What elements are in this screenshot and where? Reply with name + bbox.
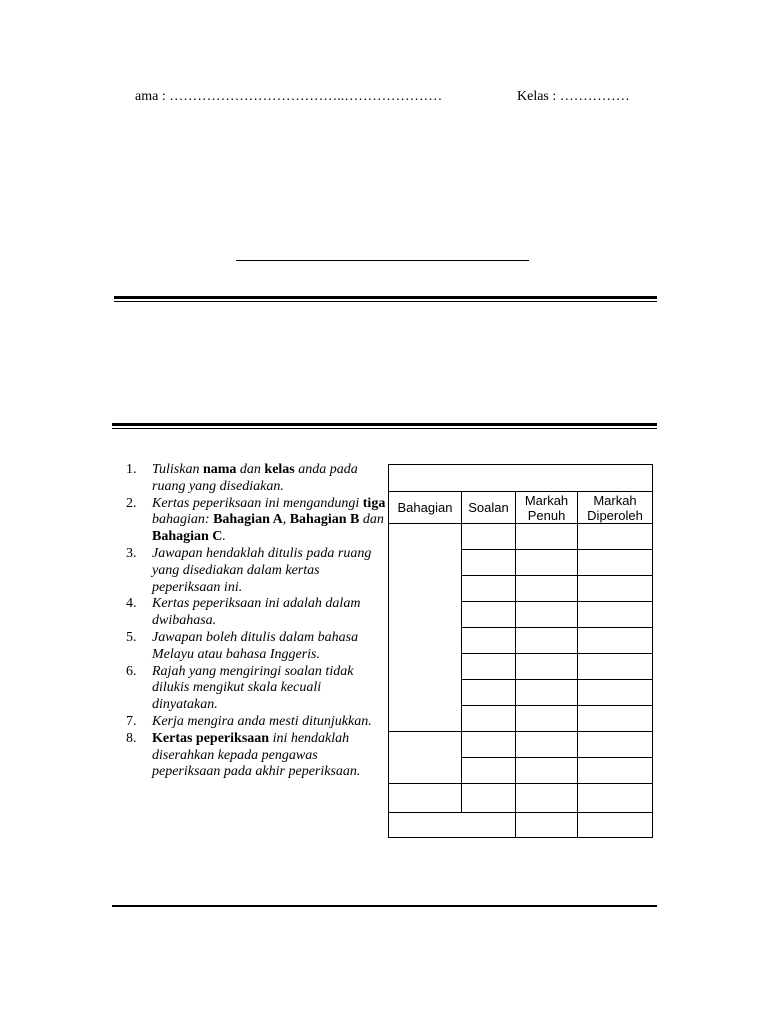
markah-penuh-cell[interactable] xyxy=(516,784,578,813)
header-markah-penuh: Markah Penuh xyxy=(516,492,578,524)
header-bahagian: Bahagian xyxy=(389,492,462,524)
bahagian-c-cell[interactable] xyxy=(389,784,462,813)
title-underline xyxy=(236,260,529,261)
instruction-bold-text: nama xyxy=(202,462,237,477)
soalan-cell[interactable] xyxy=(462,576,516,602)
instruction-item xyxy=(126,496,388,546)
instruction-text-segment: dan xyxy=(359,512,384,528)
bahagian-b-cell[interactable] xyxy=(389,732,462,784)
instruction-bold-text: Bahagian A xyxy=(213,512,283,528)
instruction-number: 7. xyxy=(126,713,137,729)
total-label-cell[interactable] xyxy=(389,813,516,838)
class-field-label[interactable]: Kelas : …………… xyxy=(517,89,630,104)
instruction-number: 6. xyxy=(126,663,137,679)
soalan-cell[interactable] xyxy=(462,732,516,758)
instruction-text-segment: Jawapan boleh ditulis dalam bahasa Melayu atau bahasa Inggeris. xyxy=(152,629,359,662)
instruction-bold-text: Bahagian B xyxy=(289,512,360,528)
markah-diperoleh-cell[interactable] xyxy=(578,784,653,813)
top-rule-thick xyxy=(114,296,657,299)
soalan-cell[interactable] xyxy=(462,602,516,628)
instruction-bold-text: Bahagian C xyxy=(152,529,223,545)
bahagian-a-cell[interactable] xyxy=(389,524,462,732)
markah-penuh-cell[interactable] xyxy=(516,628,578,654)
instruction-text-segment: dan xyxy=(236,462,265,477)
markah-diperoleh-cell[interactable] xyxy=(578,550,653,576)
soalan-cell[interactable] xyxy=(462,758,516,784)
soalan-cell[interactable] xyxy=(462,628,516,654)
bottom-rule xyxy=(112,905,657,907)
instruction-number: 4. xyxy=(126,596,137,612)
instruction-item xyxy=(126,630,388,664)
instruction-text-segment: . xyxy=(222,529,226,545)
soalan-cell[interactable] xyxy=(462,706,516,732)
instruction-item xyxy=(126,731,388,781)
instruction-text xyxy=(152,731,360,780)
markah-diperoleh-cell[interactable] xyxy=(578,758,653,784)
instructions-list xyxy=(126,462,388,781)
instruction-text-segment: Tuliskan xyxy=(152,462,203,477)
instruction-item xyxy=(126,462,388,496)
instruction-text-segment: anda pada ruang yang disediakan. xyxy=(152,462,358,494)
markah-diperoleh-cell[interactable] xyxy=(578,602,653,628)
instruction-text-segment: ini hendaklah diserahkan kepada pengawas peperiksaan pada akhir peperiksaan. xyxy=(152,730,361,780)
instruction-bold-text: tiga xyxy=(362,495,386,511)
instruction-item xyxy=(126,664,388,714)
markah-penuh-cell[interactable] xyxy=(516,524,578,550)
instruction-text xyxy=(152,546,371,595)
instruction-text-segment: Kerja mengira anda mesti ditunjukkan. xyxy=(152,713,372,729)
markah-diperoleh-cell[interactable] xyxy=(578,706,653,732)
soalan-cell[interactable] xyxy=(462,654,516,680)
markah-penuh-cell[interactable] xyxy=(516,706,578,732)
instruction-text-segment: Rajah yang mengiringi soalan tidak dilukis mengikut skala kecuali dinyatakan. xyxy=(152,663,354,713)
instruction-item xyxy=(126,596,388,630)
markah-penuh-cell[interactable] xyxy=(516,758,578,784)
instruction-text-segment: Kertas peperiksaan ini adalah dalam dwibahasa. xyxy=(152,596,361,629)
markah-penuh-cell[interactable] xyxy=(516,576,578,602)
markah-diperoleh-cell[interactable] xyxy=(578,576,653,602)
markah-diperoleh-cell[interactable] xyxy=(578,680,653,706)
instruction-text xyxy=(152,664,353,713)
name-field-label[interactable]: ama : ………………………………..………………… xyxy=(135,89,443,104)
instruction-number: 2. xyxy=(126,495,137,511)
soalan-cell[interactable] xyxy=(462,524,516,550)
instruction-text xyxy=(152,630,358,662)
table-title-cell xyxy=(389,465,653,492)
instruction-number: 8. xyxy=(126,730,137,746)
markah-diperoleh-cell[interactable] xyxy=(578,628,653,654)
soalan-cell[interactable] xyxy=(462,550,516,576)
instruction-text-segment: Jawapan hendaklah ditulis pada ruang yang disediakan dalam kertas peperiksaan ini. xyxy=(152,545,372,595)
header-soalan: Soalan xyxy=(462,492,516,524)
markah-diperoleh-cell[interactable] xyxy=(578,524,653,550)
instruction-number: 3. xyxy=(126,545,137,561)
instruction-text-segment: Kertas peperiksaan ini mengandungi xyxy=(152,495,363,511)
instruction-text-segment: , xyxy=(282,512,290,528)
total-diperoleh-cell[interactable] xyxy=(578,813,653,838)
instruction-text-segment: bahagian: xyxy=(152,512,214,528)
marks-table xyxy=(388,464,653,838)
instruction-bold-text: kelas xyxy=(264,462,295,477)
soalan-cell[interactable] xyxy=(462,784,516,813)
markah-diperoleh-cell[interactable] xyxy=(578,654,653,680)
markah-diperoleh-cell[interactable] xyxy=(578,732,653,758)
soalan-cell[interactable] xyxy=(462,680,516,706)
instruction-number: 1. xyxy=(126,462,137,477)
markah-penuh-cell[interactable] xyxy=(516,550,578,576)
markah-penuh-cell[interactable] xyxy=(516,732,578,758)
instruction-number: 5. xyxy=(126,629,137,645)
total-penuh-cell[interactable] xyxy=(516,813,578,838)
instruction-text xyxy=(152,496,385,545)
mid-rule-thick xyxy=(112,423,657,426)
markah-penuh-cell[interactable] xyxy=(516,602,578,628)
markah-penuh-cell[interactable] xyxy=(516,680,578,706)
instruction-text xyxy=(152,714,372,729)
instruction-item xyxy=(126,714,388,731)
top-rule-thin xyxy=(114,301,657,302)
instruction-text xyxy=(152,462,358,494)
mid-rule-thin xyxy=(112,428,657,429)
markah-penuh-cell[interactable] xyxy=(516,654,578,680)
header-markah-diperoleh: Markah Diperoleh xyxy=(578,492,653,524)
instruction-bold-text: Kertas peperiksaan xyxy=(152,730,270,746)
instruction-text xyxy=(152,596,360,628)
instruction-item xyxy=(126,546,388,596)
